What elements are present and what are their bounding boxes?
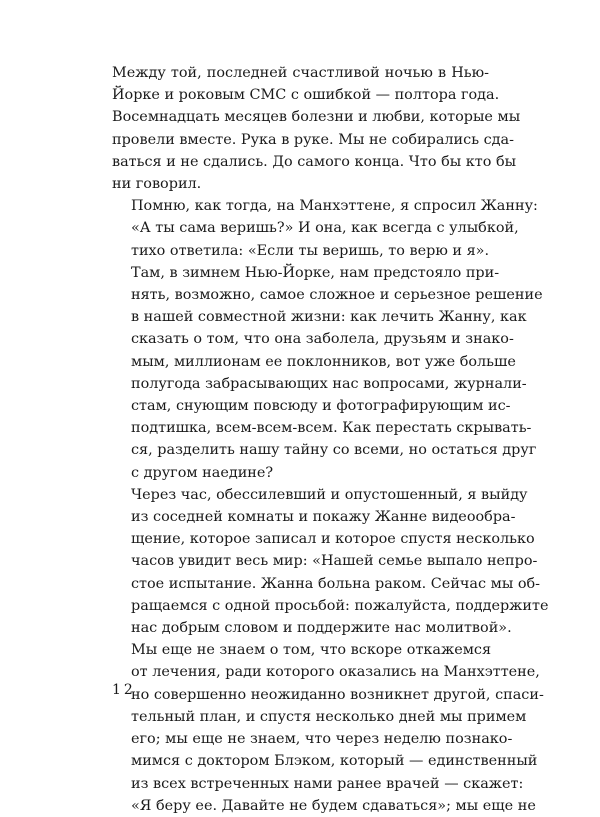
text-line: Через час, обессилевший и опустошенный, я выйду (131, 486, 528, 503)
paragraph (112, 484, 549, 639)
text-line: тихо ответила: «Если ты веришь, то верю и я». (131, 242, 490, 259)
paragraph (112, 195, 538, 262)
text-line: ращаемся с одной просьбой: пожалуйста, поддержите (131, 597, 549, 614)
text-line: стое испытание. Жанна больна раком. Сейчас мы об- (131, 575, 541, 592)
text-line: с другом наедине? (131, 464, 274, 481)
text-line: ся, разделить нашу тайну со всеми, но остаться друг (131, 442, 537, 459)
text-line: тельный план, и спустя несколько дней мы примем (131, 708, 527, 725)
text-line: Между той, последней счастливой ночью в Нью- (112, 65, 489, 81)
text-line: стам, снующим повсюду и фотографирующим ис- (131, 398, 511, 415)
paragraph (112, 262, 543, 484)
text-line: «А ты сама веришь?» И она, как всегда с улыбкой, (131, 220, 519, 237)
page-number: 12 (112, 682, 136, 698)
text-line: «Я беру ее. Давайте не будем сдаваться»; мы еще не (131, 797, 536, 814)
text-line: нас добрым словом и поддержите нас молитвой». (131, 620, 512, 637)
text-line: в нашей совместной жизни: как лечить Жанну, как (131, 309, 527, 326)
text-line: Там, в зимнем Нью-Йорке, нам предстояло при- (131, 264, 500, 281)
text-line: из всех встреченных нами ранее врачей — скажет: (131, 775, 524, 792)
text-line: но совершенно неожиданно возникнет другой, спаси- (131, 686, 544, 703)
text-line: щение, которое записал и которое спустя несколько (131, 531, 535, 548)
text-line: мимся с доктором Блэком, который — единственный (131, 753, 538, 770)
text-line: подтишка, всем-всем-всем. Как перестать скрывать- (131, 420, 532, 437)
body-text (112, 62, 549, 817)
text-line: Помню, как тогда, на Манхэттене, я спросил Жанну: (131, 198, 538, 215)
text-line: Восемнадцать месяцев болезни и любви, которые мы (112, 109, 521, 126)
text-line: мым, миллионам ее поклонников, вот уже больше (131, 353, 516, 370)
text-line: сказать о том, что она заболела, друзьям и знако- (131, 331, 514, 348)
text-line: его; мы еще не знаем, что через неделю познако- (131, 731, 513, 748)
paragraph (112, 639, 544, 817)
text-line: из соседней комнаты и покажу Жанне видеообра- (131, 509, 516, 526)
text-line: часов увидит весь мир: «Нашей семье выпало непро- (131, 553, 538, 570)
text-line: нять, возможно, самое сложное и серьезное решение (131, 287, 543, 304)
text-line: Мы еще не знаем о том, что вскоре откажемся (131, 642, 492, 659)
paragraph (112, 62, 521, 195)
text-line: от лечения, ради которого оказались на Манхэттене, (131, 664, 540, 681)
text-line: Йорке и роковым СМС с ошибкой — полтора года. (112, 87, 500, 104)
text-line: ваться и не сдались. До самого конца. Что бы кто бы (112, 153, 517, 170)
text-line: провели вместе. Рука в руке. Мы не собирались сда- (112, 131, 514, 148)
text-line: полугода забрасывающих нас вопросами, журнали- (131, 375, 527, 392)
text-line: ни говорил. (112, 176, 202, 193)
